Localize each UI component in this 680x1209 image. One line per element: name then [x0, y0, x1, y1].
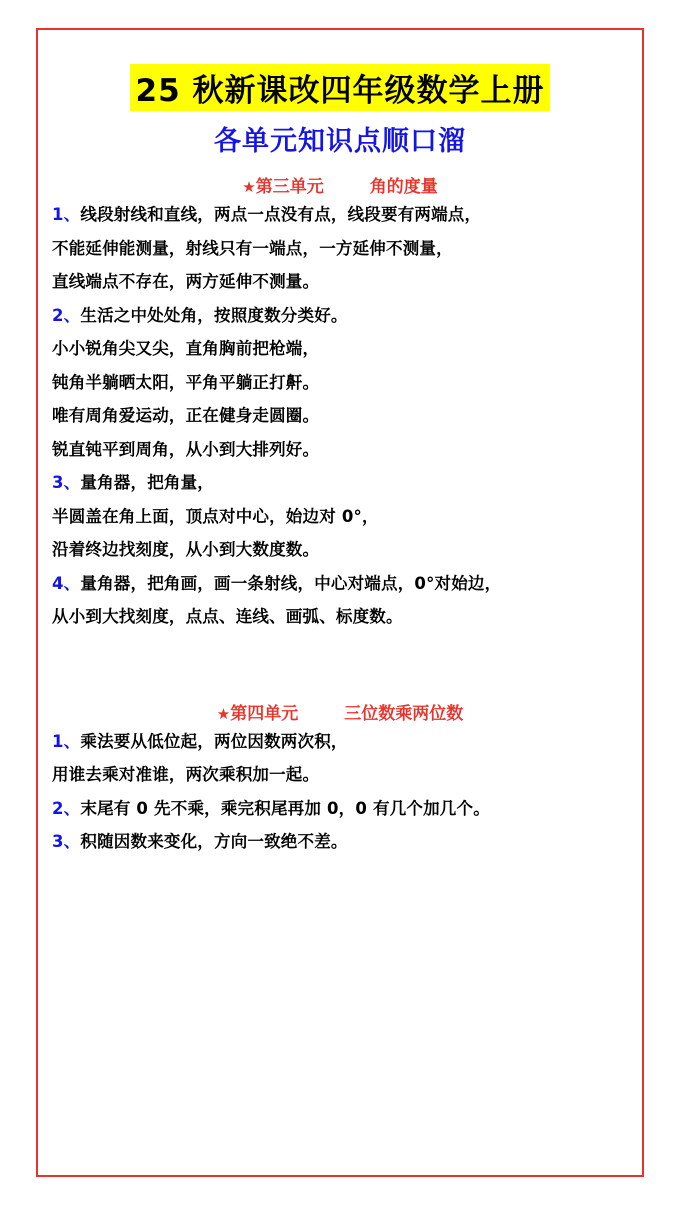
section-spacer — [52, 643, 628, 685]
line-number: 3、 — [52, 832, 81, 851]
document-content — [22, 28, 658, 851]
line-text: 沿着终边找刻度，从小到大数度数。 — [52, 540, 320, 559]
line-text: 从小到大找刻度，点点、连线、画弧、标度数。 — [52, 607, 403, 626]
line-text: 线段射线和直线，两点一点没有点，线段要有两端点， — [80, 205, 482, 224]
star-icon: ★ — [216, 704, 231, 723]
line-text: 唯有周角爱运动，正在健身走圆圈。 — [52, 406, 320, 425]
text-line — [52, 475, 628, 492]
section-unit-label: 第四单元 — [230, 703, 299, 724]
line-number: 3、 — [52, 473, 81, 492]
line-text: 生活之中处处角，按照度数分类好。 — [80, 305, 348, 325]
line-text: 不能延伸能测量，射线只有一端点，一方延伸不测量， — [52, 238, 453, 258]
text-line — [52, 506, 628, 526]
text-line — [52, 238, 628, 258]
text-line — [52, 731, 628, 751]
text-line — [52, 305, 628, 325]
text-line — [52, 207, 628, 224]
text-line — [52, 372, 628, 392]
section-unit-label: 第三单元 — [255, 177, 324, 197]
line-number: 4、 — [52, 573, 81, 593]
section-topic-label: 角的度量 — [369, 177, 438, 197]
text-line — [52, 408, 628, 425]
text-line — [52, 834, 628, 851]
text-line — [52, 798, 628, 818]
text-line — [52, 341, 628, 358]
page-title-text: 25 秋新课改四年级数学上册 — [130, 64, 551, 111]
page-subtitle: 各单元知识点顺口溜 — [214, 126, 466, 157]
star-icon: ★ — [242, 178, 256, 196]
line-text: 末尾有 0 先不乘，乘完积尾再加 0，0 有几个加几个。 — [80, 798, 490, 818]
text-line — [52, 439, 628, 459]
page-title — [52, 64, 628, 111]
line-text: 用谁去乘对准谁，两次乘积加一起。 — [52, 765, 320, 784]
line-number: 2、 — [52, 305, 81, 325]
text-line — [52, 542, 628, 559]
line-text: 量角器，把角画，画一条射线，中心对端点，0°对始边， — [80, 573, 502, 593]
text-line — [52, 573, 628, 593]
line-text: 直线端点不存在，两方延伸不测量。 — [52, 272, 320, 291]
line-text: 量角器，把角量， — [80, 473, 214, 492]
line-text: 锐直钝平到周角，从小到大排列好。 — [52, 439, 320, 459]
text-line — [52, 609, 628, 626]
text-line — [52, 274, 628, 291]
line-text: 积随因数来变化，方向一致绝不差。 — [80, 832, 348, 851]
line-text: 钝角半躺晒太阳，平角平躺正打鼾。 — [52, 372, 320, 392]
line-number: 2、 — [52, 798, 81, 818]
section-heading-unit3 — [52, 172, 628, 197]
line-text: 小小锐角尖又尖，直角胸前把枪端， — [52, 339, 320, 358]
line-number: 1、 — [52, 731, 81, 751]
line-number: 1、 — [52, 205, 81, 224]
text-line — [52, 767, 628, 784]
section-heading-unit4 — [52, 699, 628, 724]
section-topic-label: 三位数乘两位数 — [344, 703, 464, 724]
line-text: 半圆盖在角上面，顶点对中心，始边对 0°， — [52, 506, 379, 526]
line-text: 乘法要从低位起，两位因数两次积， — [80, 731, 348, 751]
